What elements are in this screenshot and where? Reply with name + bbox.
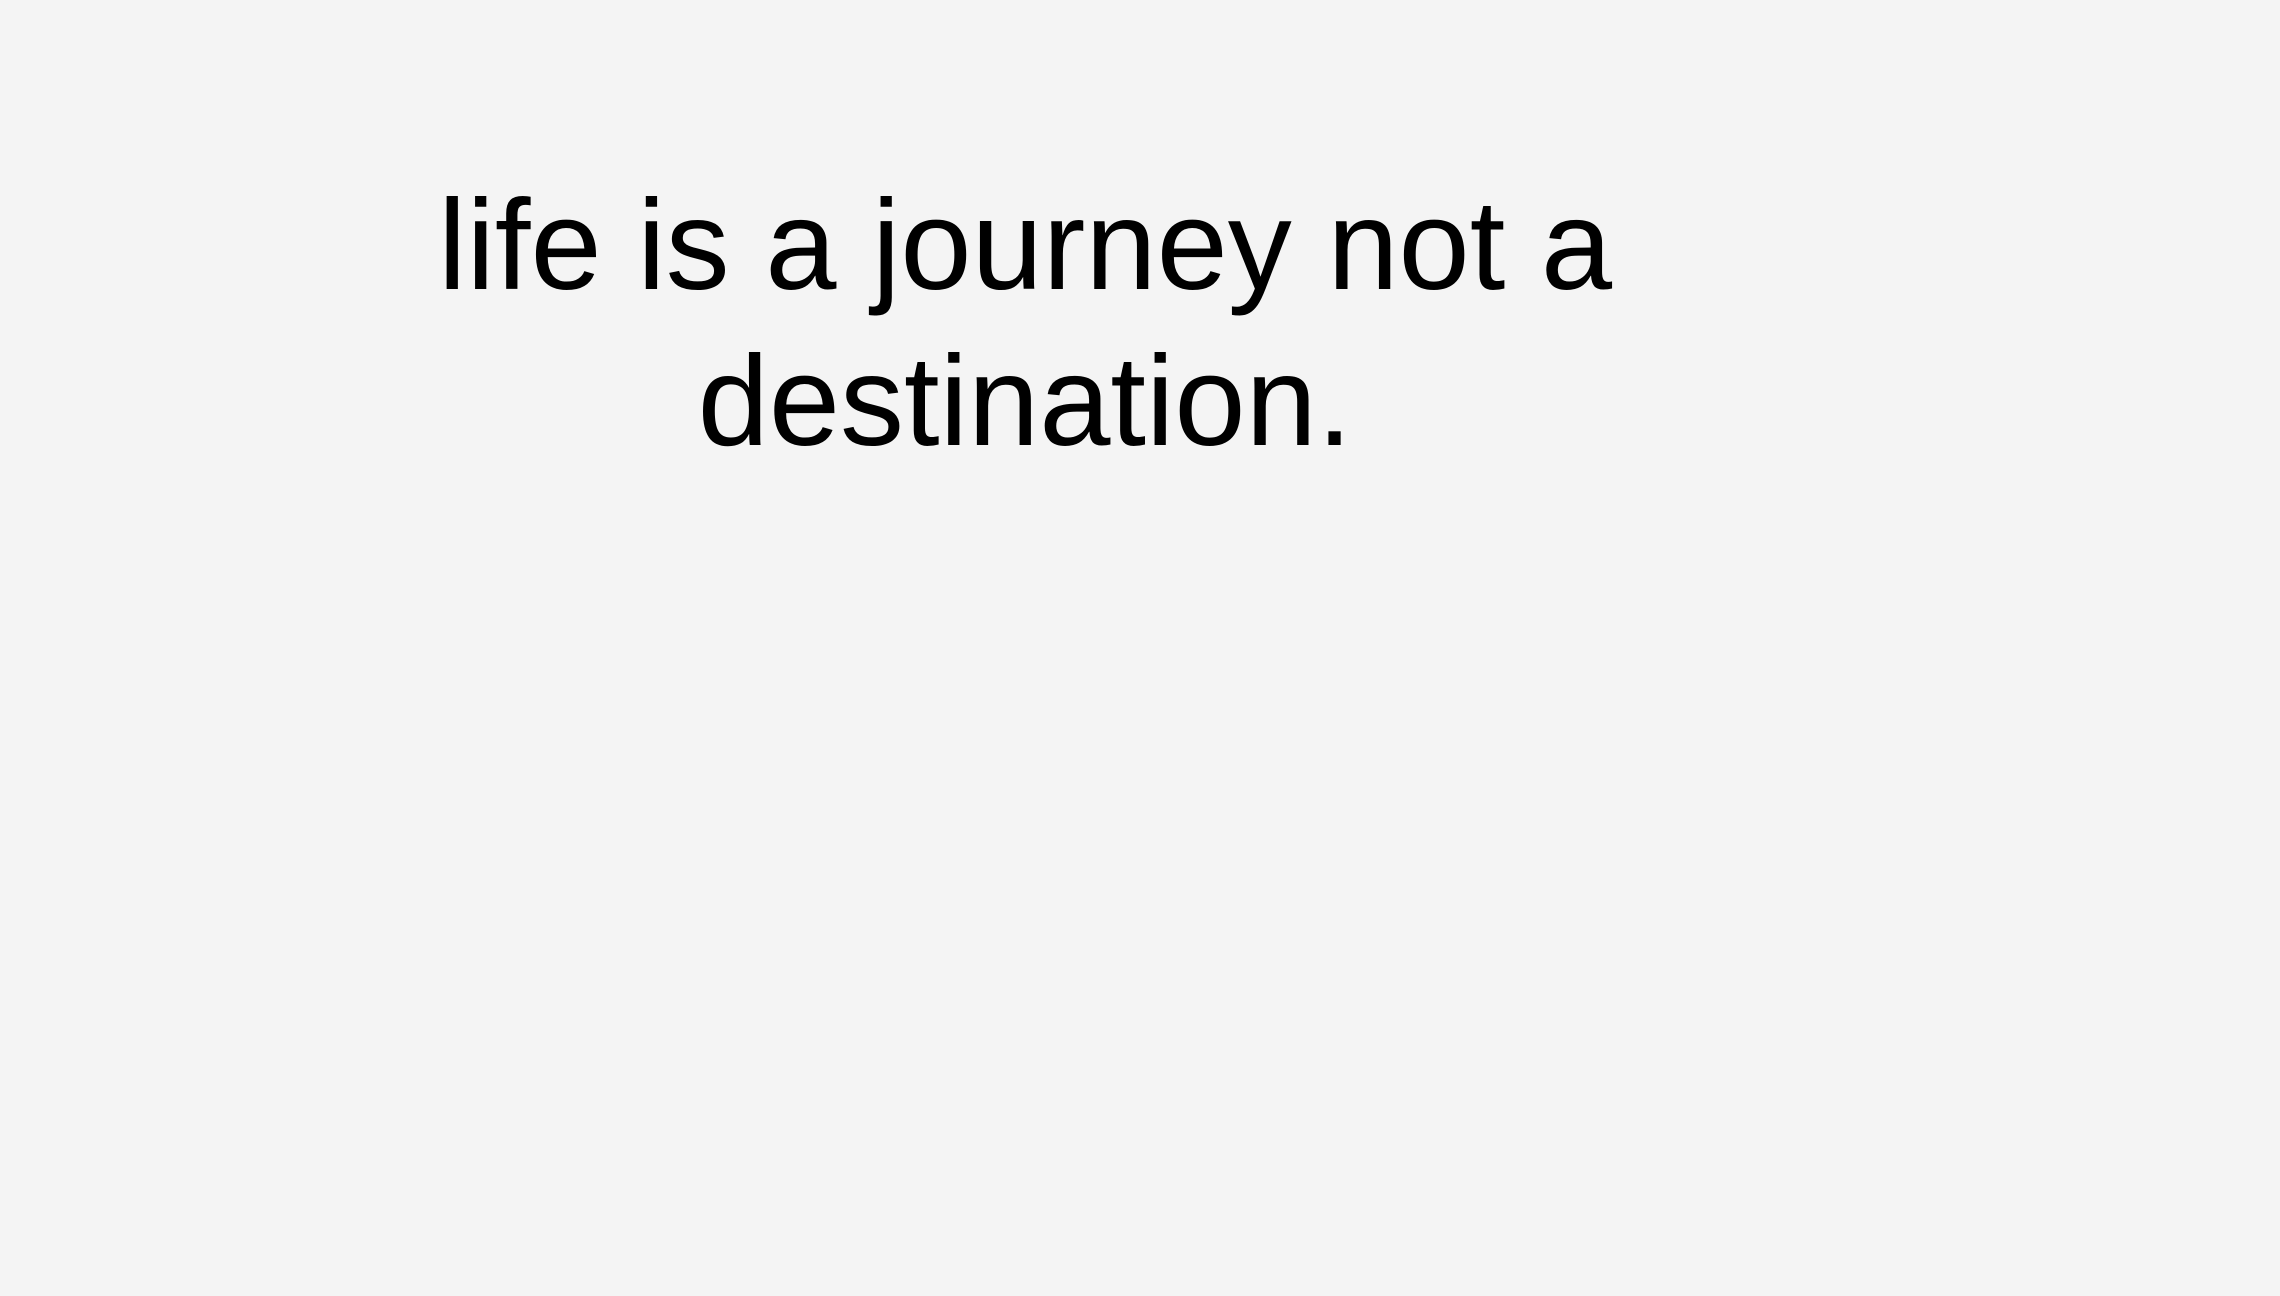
quote-text: life is a journey not a destination. <box>438 174 1612 473</box>
